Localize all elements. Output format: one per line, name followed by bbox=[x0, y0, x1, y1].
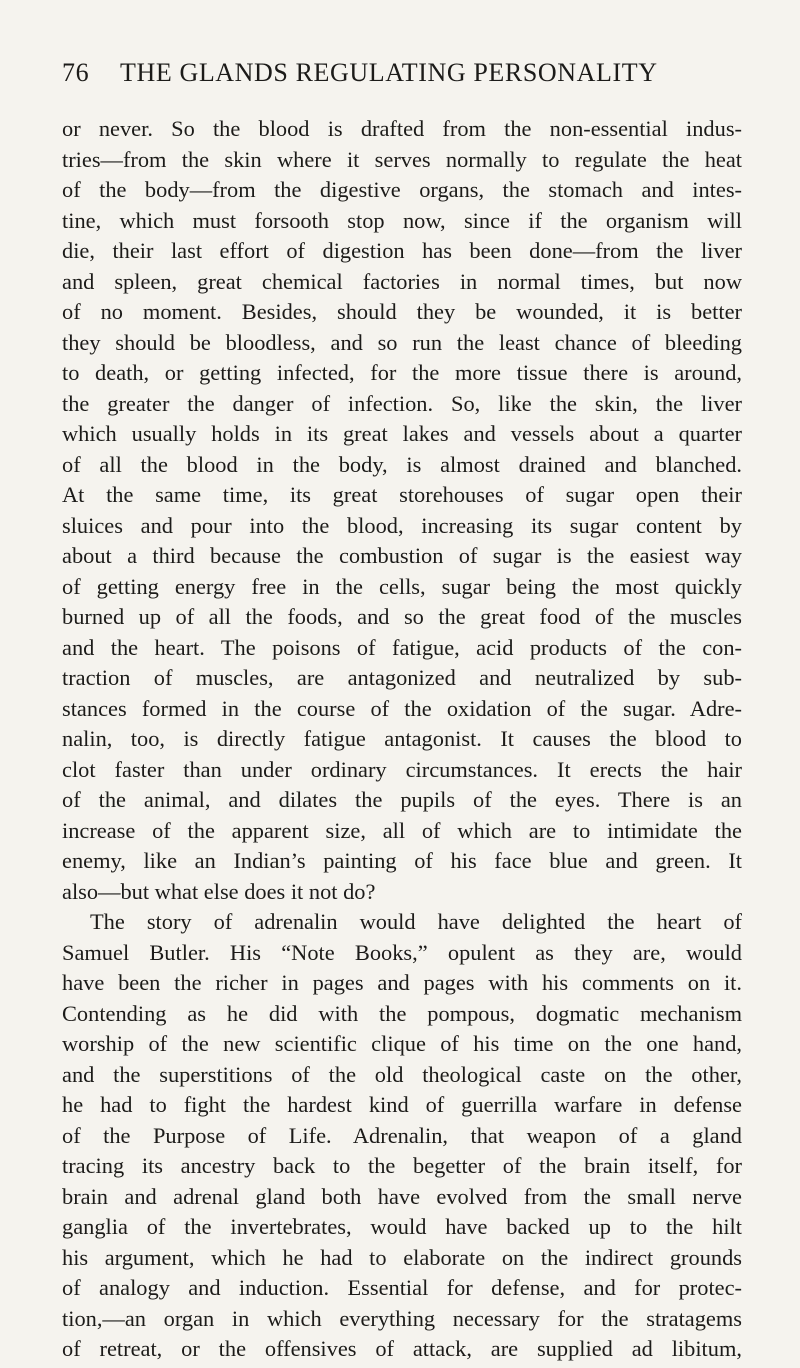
text-line: have been the richer in pages and pages with his comments on it. bbox=[62, 970, 742, 995]
running-head bbox=[62, 58, 742, 94]
text-line: At the same time, its great storehouses of sugar open their bbox=[62, 482, 742, 507]
paragraph-start-line: The story of adrenalin would have delighted the heart of bbox=[90, 909, 742, 934]
text-line: of getting energy free in the cells, sugar being the most quickly bbox=[62, 573, 742, 599]
text-line: also—but what else does it not do? bbox=[62, 878, 376, 904]
text-line: of all the blood in the body, is almost drained and blanched. bbox=[62, 451, 742, 477]
text-line: of analogy and induction. Essential for defense, and for protec- bbox=[62, 1275, 742, 1300]
text-line: his argument, which he had to elaborate on the indirect grounds bbox=[62, 1244, 742, 1270]
text-line: sluices and pour into the blood, increasing its sugar content by bbox=[62, 512, 742, 538]
text-line: die, their last effort of digestion has been done—from the liver bbox=[62, 238, 742, 263]
text-line: traction of muscles, are antagonized and neutralized by sub- bbox=[62, 665, 742, 690]
text-line: tion,—an organ in which everything necessary for the stratagems bbox=[62, 1305, 742, 1331]
text-line: of retreat, or the offensives of attack, are supplied ad libitum, bbox=[62, 1336, 742, 1361]
text-line: about a third because the combustion of sugar is the easiest way bbox=[62, 543, 742, 568]
text-line: and the superstitions of the old theological caste on the other, bbox=[62, 1061, 742, 1087]
text-line: ganglia of the invertebrates, would have backed up to the hilt bbox=[62, 1214, 742, 1239]
text-line: of no moment. Besides, should they be wounded, it is better bbox=[62, 299, 742, 324]
text-line: tine, which must forsooth stop now, since if the organism will bbox=[62, 207, 742, 233]
text-line: burned up of all the foods, and so the great food of the muscles bbox=[62, 604, 742, 629]
running-head-title: THE GLANDS REGULATING PERSONALITY bbox=[120, 58, 658, 87]
text-line: the greater the danger of infection. So, like the skin, the liver bbox=[62, 390, 742, 416]
text-line: enemy, like an Indian’s painting of his face blue and green. It bbox=[62, 848, 742, 873]
text-line: brain and adrenal gland both have evolved from the small nerve bbox=[62, 1183, 742, 1209]
text-line: nalin, too, is directly fatigue antagonist. It causes the blood to bbox=[62, 726, 742, 751]
text-line: of the animal, and dilates the pupils of the eyes. There is an bbox=[62, 787, 742, 812]
text-line: of the Purpose of Life. Adrenalin, that weapon of a gland bbox=[62, 1122, 742, 1148]
page-number: 76 bbox=[62, 58, 90, 87]
text-line: tracing its ancestry back to the begetter of the brain itself, for bbox=[62, 1153, 742, 1178]
text-line: Contending as he did with the pompous, dogmatic mechanism bbox=[62, 1000, 742, 1026]
text-line: worship of the new scientific clique of his time on the one hand, bbox=[62, 1031, 742, 1056]
text-line: and spleen, great chemical factories in normal times, but now bbox=[62, 268, 742, 294]
text-line: which usually holds in its great lakes and vessels about a quarter bbox=[62, 421, 742, 446]
body-text bbox=[62, 114, 742, 1365]
text-line: of the body—from the digestive organs, the stomach and intes- bbox=[62, 177, 742, 202]
text-line: they should be bloodless, and so run the least chance of bleeding bbox=[62, 329, 742, 355]
text-line: or never. So the blood is drafted from the non-essential indus- bbox=[62, 116, 742, 141]
text-line: Samuel Butler. His “Note Books,” opulent as they are, would bbox=[62, 939, 742, 965]
text-line: stances formed in the course of the oxidation of the sugar. Adre- bbox=[62, 695, 742, 721]
text-line: and the heart. The poisons of fatigue, acid products of the con- bbox=[62, 634, 742, 660]
book-page bbox=[62, 58, 742, 1365]
text-line: increase of the apparent size, all of which are to intimidate the bbox=[62, 817, 742, 843]
text-line: clot faster than under ordinary circumstances. It erects the hair bbox=[62, 756, 742, 782]
text-line: tries—from the skin where it serves normally to regulate the heat bbox=[62, 146, 742, 172]
text-line: he had to fight the hardest kind of guerrilla warfare in defense bbox=[62, 1092, 742, 1117]
text-line: to death, or getting infected, for the more tissue there is around, bbox=[62, 360, 742, 385]
